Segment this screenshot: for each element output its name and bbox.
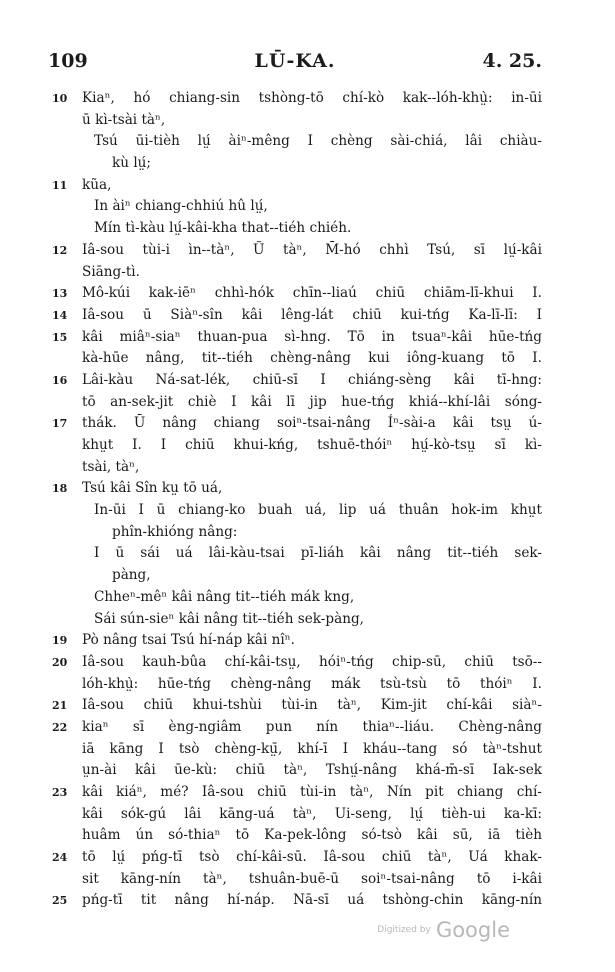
text-line xyxy=(52,782,542,804)
text-line xyxy=(52,370,542,392)
text-line xyxy=(52,565,542,587)
line-text: khṳt I. I chiū khui-kńg, tshuē-thóiⁿ hṳ́-kò-tsṳ sī kì- xyxy=(82,437,542,453)
line-text: I ū sái uá lâi-kàu-tsai pī-liáh kâi nâng tit--tiéh sek- xyxy=(94,545,542,562)
text-line xyxy=(52,435,542,457)
line-text: Mô-kúi kak-iēⁿ chhì-hók chīn--liaú chiū chiām-lī-khui I. xyxy=(82,285,542,302)
text-line xyxy=(52,196,542,218)
line-text: Lâi-kàu Ná-sat-lék, chiū-sī I chiáng-sèng kâi tī-hng: xyxy=(82,371,542,388)
verse-number: 10 xyxy=(52,92,68,105)
line-text: tsài, tàⁿ, xyxy=(82,458,140,475)
verse-number: 12 xyxy=(52,243,68,257)
text-line xyxy=(52,175,542,197)
text-line xyxy=(52,739,542,761)
watermark-prefix: Digitized by xyxy=(377,925,431,935)
text-body xyxy=(52,88,542,912)
text-line xyxy=(52,88,542,110)
verse-number: 14 xyxy=(52,308,68,322)
line-text: tō an-sek-jit chiè I kâi lī jip hue-tńg khiá--khí-lâi sóng- xyxy=(82,393,542,410)
line-text: Pò nâng tsai Tsú hí-náp kâi nîⁿ. xyxy=(82,632,295,649)
text-line xyxy=(52,218,542,240)
line-text: Iâ-sou ū Siàⁿ-sîn kâi lêng-lát chiū kui-tńg Ka-lī-lī: I xyxy=(82,306,542,323)
text-line xyxy=(52,825,542,847)
line-text: Iâ-sou kauh-bûa chí-kâi-tsṳ, hóiⁿ-tńg chip-sū, chiū tsō-- xyxy=(82,653,542,670)
text-line xyxy=(52,587,542,609)
line-text: ū kì-tsài tàⁿ, xyxy=(82,111,166,128)
line-text: huâm ún só-thiaⁿ tō Ka-pek-lông só-tsò kâi sū, iā tièh xyxy=(82,827,542,844)
text-line xyxy=(52,283,542,305)
text-line xyxy=(52,890,542,912)
text-line xyxy=(52,717,542,739)
line-text: lóh-khṳ̀: hūe-tńg chèng-nâng mák tsù-tsù tō thóiⁿ I. xyxy=(82,675,542,692)
text-line xyxy=(52,760,542,782)
line-text: pńg-tī tit nâng hí-náp. Nā-sī uá tshòng-chin kāng-nín xyxy=(82,892,542,909)
watermark-logo: Google xyxy=(435,918,510,942)
text-line xyxy=(52,847,542,869)
verse-number: 19 xyxy=(52,634,68,648)
line-text: Kiaⁿ, hó chiang-sin tshòng-tō chí-kò kak--lóh-khṳ̀: in-ūi xyxy=(82,90,542,106)
line-text: kâi kiáⁿ, mé? Iâ-sou chiū tùi-in tàⁿ, Nín pit chiang chí- xyxy=(82,784,542,800)
verse-number: 24 xyxy=(52,851,68,865)
verse-number: 11 xyxy=(52,178,68,192)
line-text: tō lṳ́ pńg-tī tsò chí-kâi-sū. Iâ-sou chiū tàⁿ, Uá khak- xyxy=(82,849,542,866)
line-text: In-ūi I ū chiang-ko buah uá, lip uá thuân hok-im khṳt xyxy=(94,502,542,519)
text-line xyxy=(52,500,542,522)
line-text: In àiⁿ chiang-chhiú hû lṳ́, xyxy=(94,198,268,215)
text-line xyxy=(52,674,542,696)
line-text: kâi sók-gú lâi kāng-uá tàⁿ, Ui-seng, lṳ́ tièh-ui ka-kī: xyxy=(82,805,542,822)
text-line xyxy=(52,392,542,414)
page-header xyxy=(48,50,542,76)
line-text: ṳn-ài kâi ūe-kù: chiū tàⁿ, Tshṳ́-nâng khá-m̄-sī Iak-sek xyxy=(82,762,542,779)
text-line xyxy=(52,804,542,826)
line-text: kiaⁿ sī èng-ngiâm pun nín thiaⁿ--liáu. Chèng-nâng xyxy=(82,718,542,735)
text-line xyxy=(52,110,542,132)
text-line xyxy=(52,869,542,891)
verse-number: 16 xyxy=(52,373,68,387)
text-line xyxy=(52,478,542,500)
line-text: kũa, xyxy=(82,176,112,193)
line-text: kà-hūe nâng, tit--tiéh chèng-nâng kui iông-kuang tō I. xyxy=(82,350,542,367)
line-text: iā kāng I tsò chèng-kṳ̄, khí-ī I kháu--tang só tàⁿ-tshut xyxy=(82,740,542,757)
verse-number: 21 xyxy=(52,699,68,713)
text-line xyxy=(52,652,542,674)
line-text: sit kāng-nín tàⁿ, tshuân-buē-ū soiⁿ-tsai-nâng tō i-kâi xyxy=(82,870,542,887)
line-text: thák. Ū nâng chiang soiⁿ-tsai-nâng Íⁿ-sài-a kâi tsṳ ú- xyxy=(82,415,542,432)
verse-number: 18 xyxy=(52,482,68,496)
text-line xyxy=(52,305,542,327)
line-text: Tsú kâi Sîn kṳ tō uá, xyxy=(82,480,223,497)
text-line xyxy=(52,609,542,631)
line-text: Iâ-sou tùi-i ìn--tàⁿ, Ũ tàⁿ, M̄-hó chhì Tsú, sī lṳ́-kâi xyxy=(82,241,542,258)
verse-number: 20 xyxy=(52,655,68,669)
text-line xyxy=(52,630,542,652)
line-text: kù lṳ́; xyxy=(112,155,151,172)
verse-number: 25 xyxy=(52,894,68,908)
text-line xyxy=(52,695,542,717)
line-text: Tsú ūi-tièh lṳ́ àiⁿ-mêng I chèng sài-chiá, lâi chiàu- xyxy=(94,133,542,150)
line-text: phîn-khióng nâng: xyxy=(112,523,238,540)
text-line xyxy=(52,131,542,153)
text-line xyxy=(52,327,542,349)
line-text: Siāng-tì. xyxy=(82,263,140,280)
chapter-verse-ref: 4. 25. xyxy=(482,50,542,72)
text-line xyxy=(52,522,542,544)
page-number: 109 xyxy=(48,50,88,72)
text-line xyxy=(52,348,542,370)
text-line xyxy=(52,413,542,435)
digitized-watermark xyxy=(0,918,510,942)
text-line xyxy=(52,543,542,565)
verse-number: 13 xyxy=(52,287,68,301)
line-text: Sái sún-sieⁿ kâi nâng tit--tiéh sek-pàng, xyxy=(94,610,364,627)
line-text: pàng, xyxy=(112,567,151,584)
text-line xyxy=(52,457,542,479)
verse-number: 22 xyxy=(52,720,68,734)
book-title: LŪ-KA. xyxy=(254,50,336,72)
text-line xyxy=(52,240,542,262)
text-line xyxy=(52,262,542,284)
line-text: Mín tì-kàu lṳ́-kâi-kha that--tiéh chiéh. xyxy=(94,220,352,237)
line-text: Chheⁿ-mêⁿ kâi nâng tit--tiéh mák kng, xyxy=(94,588,355,605)
line-text: Iâ-sou chiū khui-tshùi tùi-in tàⁿ, Kim-jit chí-kâi siàⁿ- xyxy=(82,697,542,714)
verse-number: 15 xyxy=(52,330,68,344)
line-text: kâi miâⁿ-siaⁿ thuan-pua sì-hng. Tō in tsuaⁿ-kâi hūe-tńg xyxy=(82,328,542,345)
verse-number: 23 xyxy=(52,786,68,799)
text-line xyxy=(52,153,542,175)
verse-number: 17 xyxy=(52,417,68,431)
